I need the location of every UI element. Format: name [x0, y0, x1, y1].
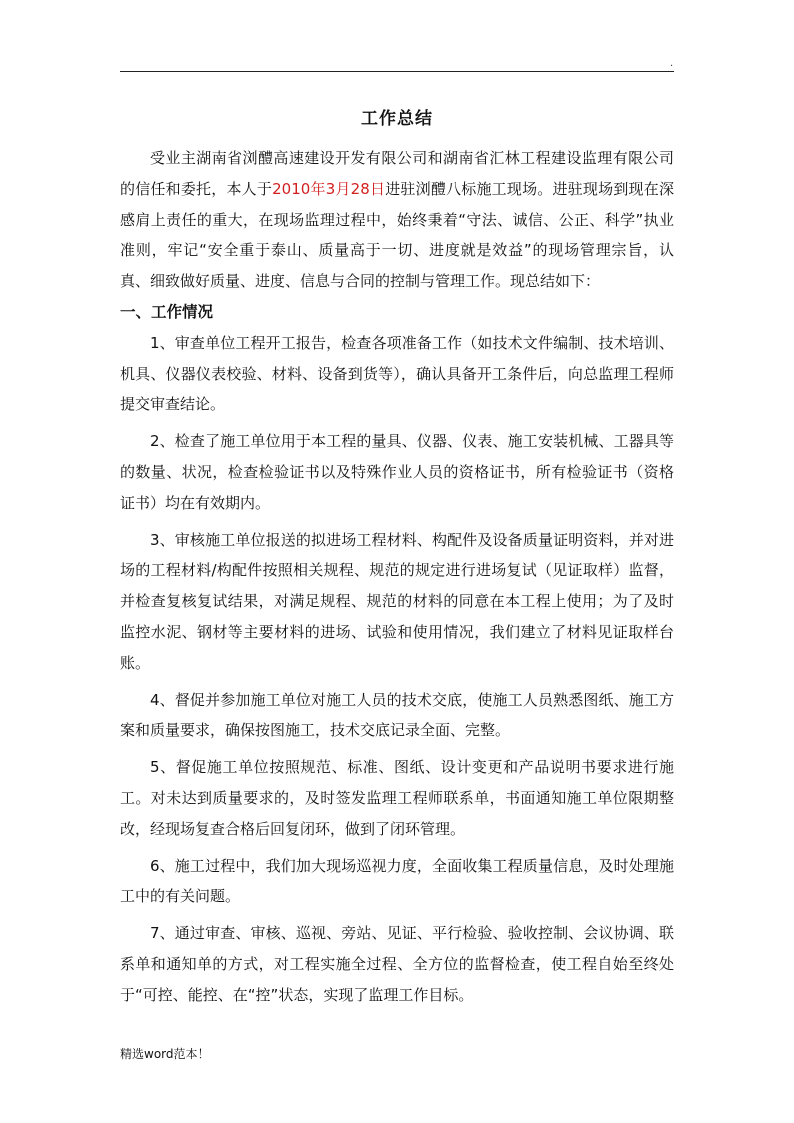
intro-text-before: 受业主湖南省浏醴高速建设开发有限公司和湖南省汇林工程建设监理有限公司的信任和委托，本人于 [120, 149, 674, 198]
section-heading-work-status: 一、工作情况 [120, 302, 214, 321]
work-item-7: 7、通过审查、审核、巡视、旁站、见证、平行检验、验收控制、会议协调、联系单和通知单的方式，对工程实施全过程、全方位的监督检查，使工程自始至终处于“可控、能控、在“控”状态，实现了监理工作目标。 [120, 924, 674, 1004]
work-item-2: 2、检查了施工单位用于本工程的量具、仪器、仪表、施工安装机械、工器具等的数量、状况，检查检验证书以及特殊作业人员的资格证书，所有检验证书（资格证书）均在有效期内。 [120, 432, 674, 512]
work-item-5: 5、督促施工单位按照规范、标准、图纸、设计变更和产品说明书要求进行施工。对未达到质量要求的，及时签发监理工程师联系单，书面通知施工单位限期整改，经现场复查合格后回复闭环，做到了闭环管理。 [120, 758, 674, 838]
intro-paragraph [120, 143, 674, 297]
intro-text-after: 进驻浏醴八标施工现场。进驻现场到现在深感肩上责任的重大，在现场监理过程中，始终秉着“守法、诚信、公正、科学”执业准则，牢记“安全重于泰山、质量高于一切、进度就是效益”的现场管理宗旨，认真、细致做好质量、进度、信息与合同的控制与管理工作。现总结如下： [120, 179, 674, 291]
work-item-1: 1、审查单位工程开工报告，检查各项准备工作（如技术文件编制、技术培训、机具、仪器仪表校验、材料、设备到货等），确认具备开工条件后，向总监理工程师提交审查结论。 [120, 333, 674, 414]
document-body [120, 143, 674, 1017]
header-mark: . [670, 58, 674, 69]
work-item-3: 3、审核施工单位报送的拟进场工程材料、构配件及设备质量证明资料，并对进场的工程材料/构配件按照相关规程、规范的规定进行进场复试（见证取样）监督，并检查复核复试结果，对满足规程、规范的材料的同意在本工程上使用；为了及时监控水泥、钢材等主要材料的进场、试验和使用情况，我们建立了材料见证取样台账。 [120, 530, 674, 672]
intro-date: 2010年3月28日 [272, 179, 386, 198]
work-item-6: 6、施工过程中，我们加大现场巡视力度，全面收集工程质量信息，及时处理施工中的有关问题。 [120, 856, 674, 906]
header-rule [120, 71, 674, 72]
footer-note: 精选word范本！ [120, 1047, 210, 1061]
document-title: 工作总结 [361, 109, 433, 129]
work-item-4: 4、督促并参加施工单位对施工人员的技术交底，使施工人员熟悉图纸、施工方案和质量要求，确保按图施工，技术交底记录全面、完整。 [120, 690, 674, 740]
